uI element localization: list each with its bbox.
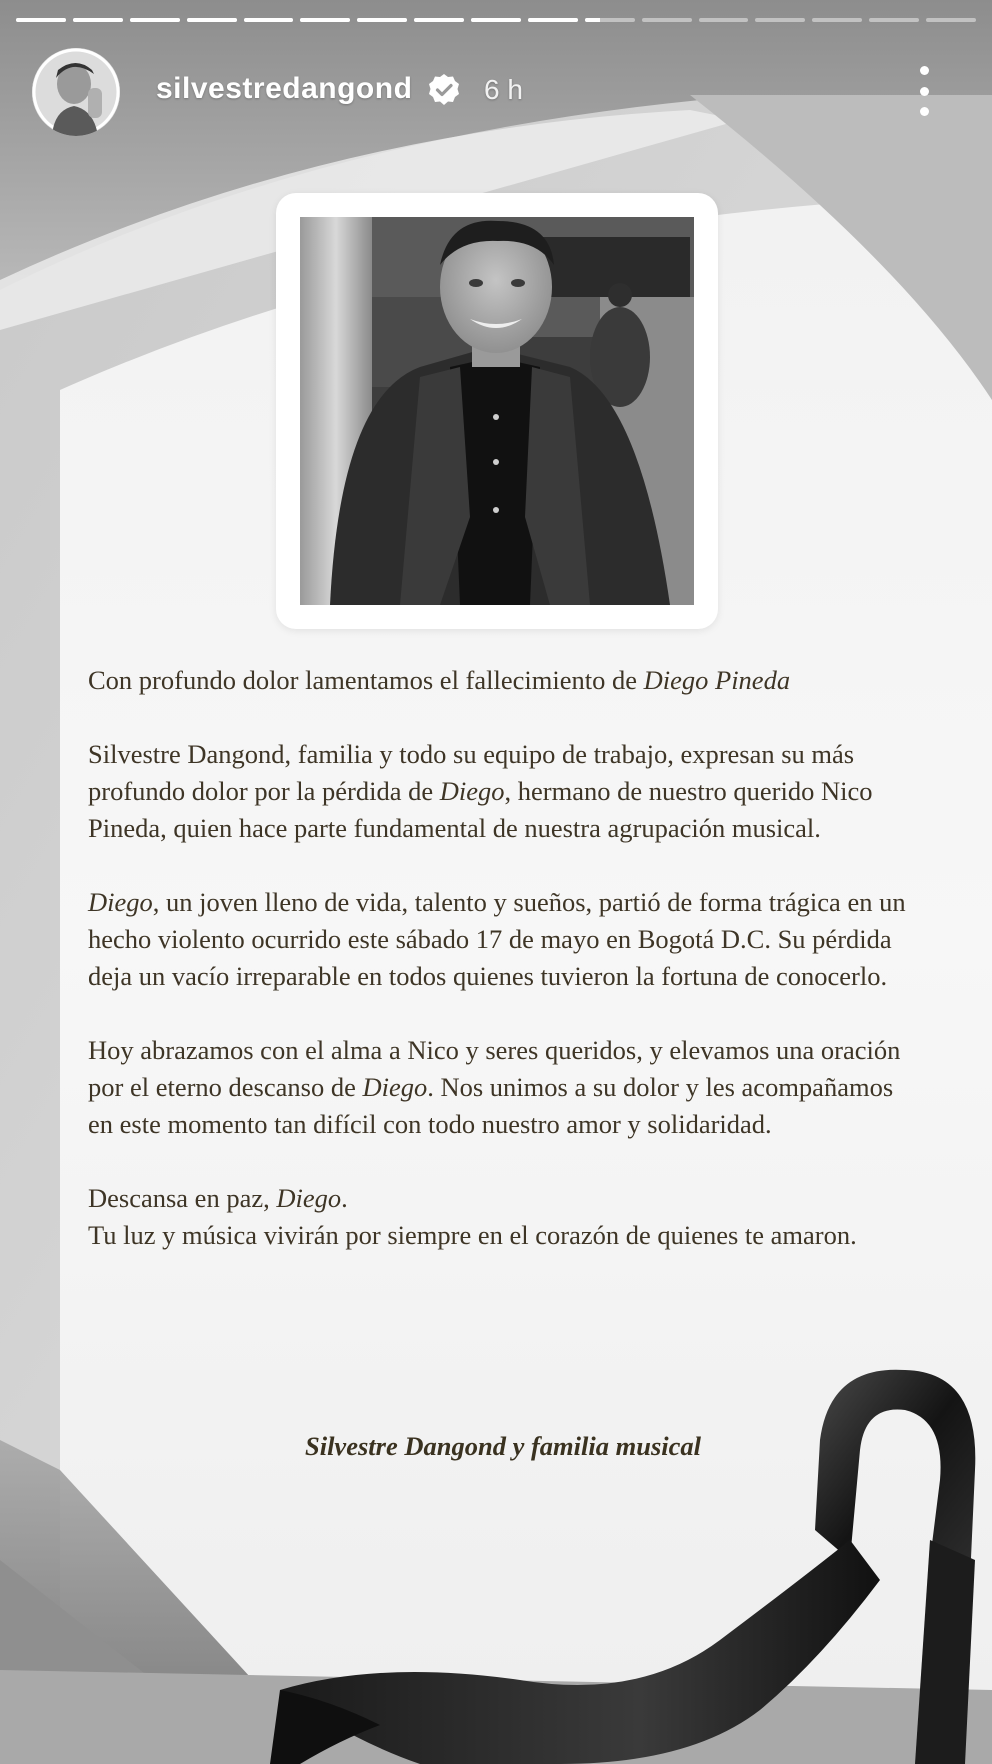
verified-badge-icon [426, 72, 462, 108]
progress-segment [585, 18, 635, 22]
paragraph-4: Descansa en paz, Diego. Tu luz y música vivirán por siempre en el corazón de quienes te amaron. [88, 1183, 857, 1250]
progress-segment-fill [187, 18, 237, 22]
avatar-image [32, 48, 120, 136]
progress-segment [755, 18, 805, 22]
progress-segment-fill [73, 18, 123, 22]
progress-segment-fill [528, 18, 578, 22]
progress-segment-fill [244, 18, 294, 22]
progress-segment-fill [471, 18, 521, 22]
signature: Silvestre Dangond y familia musical [304, 1431, 702, 1461]
progress-segment [357, 18, 407, 22]
paragraph-3: Hoy abrazamos con el alma a Nico y seres queridos, y elevamos una oración por el eterno descanso de Diego. Nos unimos a su dolor y les acompañamos en este momento tan difícil con todo nuestro amor y solidaridad. [88, 1035, 901, 1139]
progress-segment [187, 18, 237, 22]
progress-segment [699, 18, 749, 22]
paragraph-1: Silvestre Dangond, familia y todo su equipo de trabajo, expresan su más profundo dolor por la pérdida de Diego, hermano de nuestro querido Nico Pineda, quien hace parte fundamental de nuestra agrupación musical. [88, 739, 873, 843]
progress-segment [869, 18, 919, 22]
progress-segment-fill [585, 18, 600, 22]
paragraph-2: Diego, un joven lleno de vida, talento y sueños, partió de forma trágica en un hecho violento ocurrido este sábado 17 de mayo en Bogotá D.C. Su pérdida deja un vacío irreparable en todos quienes tuvieron la fortuna de conocerlo. [88, 887, 906, 991]
post-time: 6 h [484, 74, 523, 105]
progress-segment [812, 18, 862, 22]
username[interactable]: silvestredangond [156, 72, 413, 105]
story-header [32, 48, 962, 138]
memorial-photo [300, 217, 694, 605]
person-photo-image [300, 217, 694, 605]
headline-text: Con profundo dolor lamentamos el fallecimiento de [88, 665, 644, 695]
story-progress [16, 18, 976, 23]
progress-segment-fill [414, 18, 464, 22]
memorial-message [88, 662, 918, 1461]
more-options-button[interactable] [912, 66, 936, 116]
progress-segment-fill [300, 18, 350, 22]
paragraph-5: Tu luz y música vivirán por siempre en el corazón de quienes te amaron. [88, 1220, 857, 1250]
progress-segment [300, 18, 350, 22]
progress-segment [73, 18, 123, 22]
headline-name: Diego Pineda [643, 665, 791, 695]
user-avatar[interactable] [32, 48, 120, 136]
progress-segment [244, 18, 294, 22]
headline [88, 662, 918, 699]
progress-segment [130, 18, 180, 22]
progress-segment-fill [357, 18, 407, 22]
progress-segment-fill [130, 18, 180, 22]
progress-segment [471, 18, 521, 22]
progress-segment [414, 18, 464, 22]
progress-segment [926, 18, 976, 22]
more-vertical-icon [920, 66, 929, 75]
memorial-photo-frame [276, 193, 718, 629]
progress-segment [642, 18, 692, 22]
progress-segment [16, 18, 66, 22]
progress-segment-fill [16, 18, 66, 22]
progress-segment [528, 18, 578, 22]
